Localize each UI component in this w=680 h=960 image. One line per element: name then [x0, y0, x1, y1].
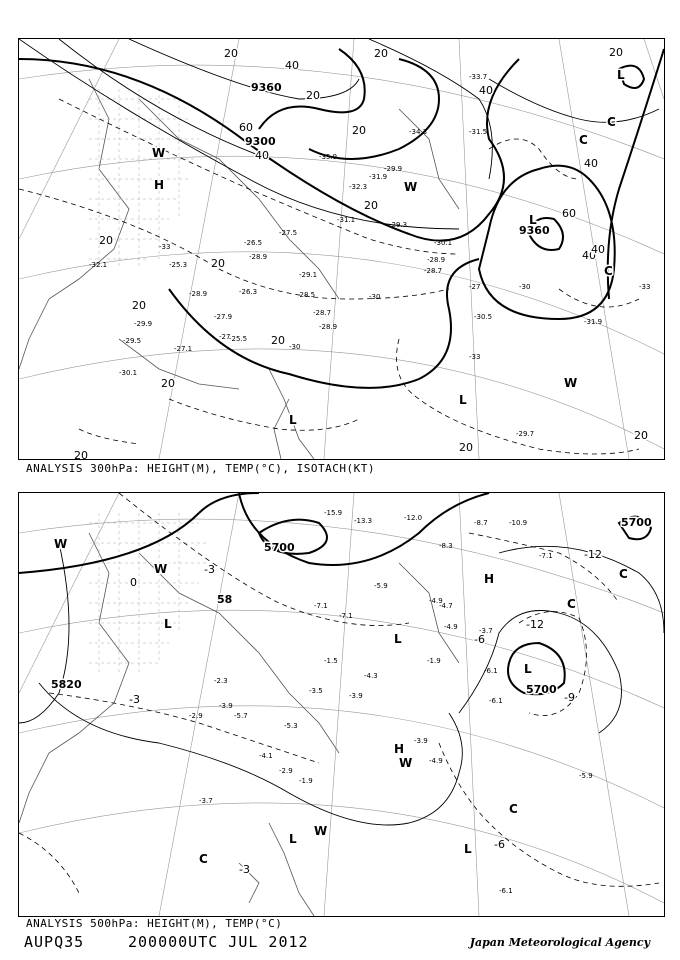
station-temperature: -26.3 — [239, 288, 258, 296]
isotach-label: 20 — [374, 47, 388, 60]
station-temperature: -25.3 — [169, 261, 188, 269]
station-temperature: -7.1 — [339, 612, 353, 620]
station-temperature: -28.5 — [297, 291, 316, 299]
isotach-label: 20 — [634, 429, 648, 442]
station-temperature: -29.3 — [389, 221, 408, 229]
pressure-system-label: L — [394, 632, 402, 646]
station-temperature: -4.3 — [364, 672, 378, 680]
isotherm — [79, 429, 139, 444]
isotherm-label: -33 — [159, 243, 171, 251]
longitude-line — [324, 39, 354, 459]
isotach — [129, 39, 359, 99]
latitude-line — [19, 349, 664, 449]
station-temperature: -28.9 — [249, 253, 268, 261]
isotherms — [19, 493, 659, 893]
isotach-label: 20 — [459, 441, 473, 454]
pressure-system-label: C — [199, 852, 208, 866]
height-label: 9360 — [519, 224, 550, 237]
station-temperature: -31.5 — [469, 128, 488, 136]
map-500hpa-labels — [51, 509, 652, 895]
longitude-line — [644, 39, 664, 99]
isotach-label: 40 — [285, 59, 299, 72]
height-contours-thin — [19, 543, 664, 825]
agency-name: Japan Meteorological Agency — [469, 936, 650, 949]
isotherm-label: -30 — [289, 343, 301, 351]
isotach-label: 20 — [352, 124, 366, 137]
isotherm — [19, 833, 79, 893]
isotach-label: 20 — [211, 257, 225, 270]
isotach-label: 20 — [609, 46, 623, 59]
isotach-label: 40 — [479, 84, 493, 97]
isotherm-label: -27 — [219, 333, 231, 341]
station-temperature: -29.5 — [123, 337, 142, 345]
pressure-system-label: C — [607, 115, 616, 129]
isotach-label: 20 — [271, 334, 285, 347]
station-temperature: -28.7 — [424, 267, 443, 275]
longitude-line — [324, 493, 354, 916]
map-300hpa — [18, 38, 665, 460]
isotach-label: 40 — [584, 157, 598, 170]
upper-panel-caption: ANALYSIS 300hPa: HEIGHT(M), TEMP(°C), ISOTACH(KT) — [26, 462, 376, 475]
station-temperature: -34.3 — [409, 128, 428, 136]
isotherm-label: -27 — [469, 283, 481, 291]
station-temperature: -13.3 — [354, 517, 373, 525]
station-temperature: -29.1 — [299, 271, 318, 279]
coastline-segment — [399, 563, 459, 663]
isotherm-label: -12 — [526, 618, 544, 631]
station-temperature: -12.0 — [404, 514, 423, 522]
pressure-system-label: L — [529, 213, 537, 227]
station-temperature: -29.9 — [134, 320, 153, 328]
pressure-system-label: H — [484, 572, 495, 586]
isotach-label: 40 — [582, 249, 596, 262]
station-temperature: -28.9 — [319, 323, 338, 331]
isotach-label: 40 — [255, 149, 269, 162]
station-temperature: -6.1 — [489, 697, 503, 705]
pressure-system-label: L — [164, 617, 172, 631]
station-temperature: -3.7 — [479, 627, 493, 635]
isotherm — [169, 399, 359, 430]
station-temperature: -31.9 — [369, 173, 388, 181]
station-temperature: -2.9 — [189, 712, 203, 720]
pressure-system-label: L — [464, 842, 472, 856]
height-contour — [309, 59, 439, 159]
station-temperature: -3.7 — [199, 797, 213, 805]
pressure-system-label: W — [152, 146, 166, 160]
isotherm-label: 0 — [130, 576, 137, 589]
height-contour — [499, 546, 664, 633]
valid-time: 200000UTC JUL 2012 — [128, 933, 309, 951]
isotherm-label: -30 — [369, 293, 381, 301]
isotherm-label: -12 — [584, 548, 602, 561]
isotach-label: 40 — [591, 243, 605, 256]
coastline — [19, 533, 459, 916]
pressure-system-label: W — [154, 562, 168, 576]
station-temperature: -2.9 — [279, 767, 293, 775]
station-temperature: -5.9 — [579, 772, 593, 780]
isotach-label: 20 — [74, 449, 88, 459]
station-temperature: -30.1 — [434, 239, 453, 247]
station-temperature: -3.9 — [219, 702, 233, 710]
height-label: 5700 — [264, 541, 295, 554]
chart-identifier: AUPQ35 — [24, 933, 85, 951]
station-temperature: -28.9 — [189, 290, 208, 298]
isotherm-label: -3 — [239, 863, 250, 876]
station-temperature: -5.9 — [374, 582, 388, 590]
pressure-system-label: W — [54, 537, 68, 551]
station-temperature: -27.5 — [279, 229, 298, 237]
pressure-system-label: L — [289, 832, 297, 846]
map-500hpa — [18, 492, 665, 917]
isotherm-label: -33 — [469, 353, 481, 361]
station-temperature: -8.7 — [474, 519, 488, 527]
latitude-line — [19, 156, 664, 254]
station-temperature: -27.1 — [174, 345, 193, 353]
pressure-system-label: L — [289, 413, 297, 427]
pressure-system-label: L — [524, 662, 532, 676]
pressure-system-label: W — [399, 756, 413, 770]
isotach-label: 60 — [239, 121, 253, 134]
latitude-line — [19, 803, 664, 903]
station-temperature: -31.1 — [337, 216, 356, 224]
height-label: 9300 — [245, 135, 276, 148]
station-temperature: -3.9 — [349, 692, 363, 700]
station-temperature: -30.1 — [119, 369, 138, 377]
station-temperature: -32.1 — [89, 261, 108, 269]
isotach — [19, 39, 459, 229]
station-temperature: -3.5 — [309, 687, 323, 695]
isotherm — [469, 533, 619, 603]
station-temperature: -6.1 — [499, 887, 513, 895]
station-temperature: -33.7 — [469, 73, 488, 81]
isotachs — [19, 39, 659, 229]
station-temperature: -32.3 — [349, 183, 368, 191]
isotherm-label: -3 — [129, 693, 140, 706]
height-label: 9360 — [251, 81, 282, 94]
station-temperature: -15.9 — [324, 509, 343, 517]
station-temperature: -6.1 — [484, 667, 498, 675]
isotherm-label: -33 — [639, 283, 651, 291]
station-temperature: -7.1 — [539, 552, 553, 560]
isotach — [489, 79, 659, 122]
station-temperature: -4.9 — [429, 757, 443, 765]
isotherm — [49, 693, 319, 763]
height-label: 5700 — [526, 683, 557, 696]
isotherm-label: -6 — [474, 633, 485, 646]
station-temperature: -7.1 — [314, 602, 328, 610]
pressure-system-label: H — [154, 178, 165, 192]
isotherm-label: -30 — [519, 283, 531, 291]
station-temperature: -28.9 — [427, 256, 446, 264]
longitude-line — [159, 39, 239, 459]
station-temperature: -10.9 — [509, 519, 528, 527]
station-temperature: -2.3 — [214, 677, 228, 685]
station-temperature: -1.5 — [324, 657, 338, 665]
latitude-line — [19, 706, 664, 808]
station-temperature: -4.1 — [259, 752, 273, 760]
station-temperature: -35.9 — [319, 153, 338, 161]
pressure-system-label: C — [567, 597, 576, 611]
pressure-system-label: H — [394, 742, 405, 756]
station-temperature: -5.3 — [284, 722, 298, 730]
isotherm — [119, 493, 409, 626]
station-temperature: -29.9 — [384, 165, 403, 173]
station-temperature: -30.5 — [474, 313, 493, 321]
isotach-label: 20 — [224, 47, 238, 60]
isotach-label: 20 — [364, 199, 378, 212]
latitude-line — [19, 252, 664, 354]
station-temperature: -1.9 — [427, 657, 441, 665]
isotach-label: 60 — [562, 207, 576, 220]
station-temperature: -26.5 — [244, 239, 263, 247]
isotach — [369, 39, 492, 179]
pressure-system-label: C — [579, 133, 588, 147]
coastline-segment — [274, 399, 289, 459]
pressure-system-label: C — [619, 567, 628, 581]
pressure-system-label: C — [604, 264, 613, 278]
lower-panel-caption: ANALYSIS 500hPa: HEIGHT(M), TEMP(°C) — [26, 917, 283, 930]
station-temperature: -4.7 — [439, 602, 453, 610]
isotherm-label: -9 — [564, 691, 575, 704]
map-500hpa-canvas — [19, 493, 664, 916]
isotach-label: 20 — [99, 234, 113, 247]
station-temperature: -27.9 — [214, 313, 233, 321]
height-label: 5820 — [51, 678, 82, 691]
height-label: 5700 — [621, 516, 652, 529]
coastline-segment — [399, 109, 459, 209]
station-temperature: -1.9 — [299, 777, 313, 785]
station-temperature: -31.9 — [584, 318, 603, 326]
pressure-system-label: L — [617, 68, 625, 82]
height-label: 58 — [217, 593, 233, 606]
station-temperature: -4.9 — [444, 623, 458, 631]
pressure-system-label: W — [404, 180, 418, 194]
station-temperature: -8.3 — [439, 542, 453, 550]
isotherm — [19, 189, 449, 299]
station-temperature: -25.5 — [229, 335, 248, 343]
pressure-system-label: W — [564, 376, 578, 390]
isotherm-label: -6 — [494, 838, 505, 851]
station-temperature: -5.7 — [234, 712, 248, 720]
isotach-label: 20 — [161, 377, 175, 390]
isotherm-label: -3 — [204, 563, 215, 576]
station-temperature: -3.9 — [414, 737, 428, 745]
station-temperature: -4.9 — [429, 597, 443, 605]
hatching — [89, 513, 209, 673]
pressure-system-label: L — [459, 393, 467, 407]
pressure-system-label: W — [314, 824, 328, 838]
isotach-label: 20 — [132, 299, 146, 312]
map-300hpa-canvas — [19, 39, 664, 459]
pressure-system-label: C — [509, 802, 518, 816]
isotherm — [489, 139, 579, 179]
station-temperature: -29.7 — [516, 430, 535, 438]
coastline-segment — [19, 79, 129, 369]
station-temperature: -28.7 — [313, 309, 332, 317]
isotach-label: 20 — [306, 89, 320, 102]
height-contour — [608, 49, 664, 299]
height-contour — [239, 493, 489, 565]
